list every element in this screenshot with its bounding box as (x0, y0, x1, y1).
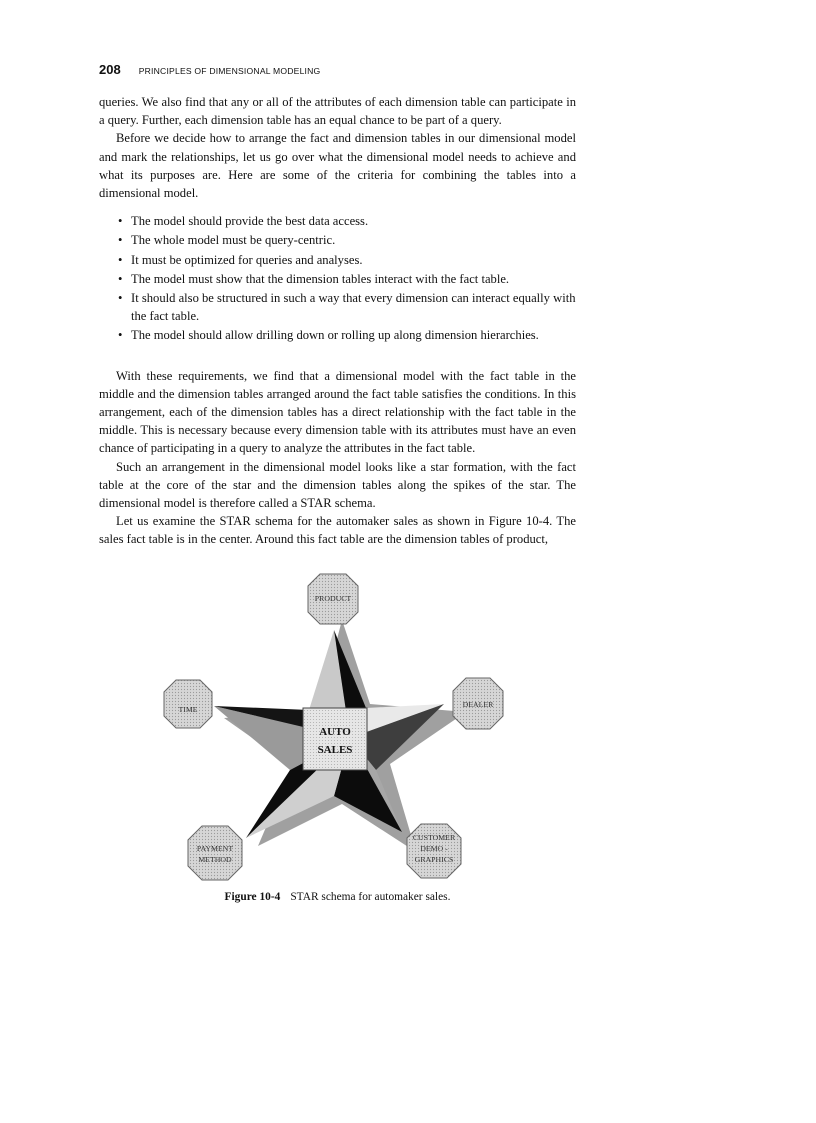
paragraph: Let us examine the STAR schema for the automaker sales as shown in Figure 10-4. The sales fact table is in the center. Around this fact table are the dimension tables of product, (99, 514, 576, 547)
list-item (118, 231, 576, 249)
paragraph: Before we decide how to arrange the fact and dimension tables in our dimensional model and mark the relationships, let us go over what the dimensional model needs to achieve and what its purposes are. Here are some of the criteria for combining the tables into a dimensional model. (99, 131, 576, 201)
fact-table-label-line2: SALES (317, 744, 353, 756)
list-item (118, 212, 576, 230)
bullet-icon: • (118, 328, 123, 343)
list-item-text: It should also be structured in such a way that every dimension can interact equally with the fact table. (131, 291, 576, 324)
list-item (118, 251, 576, 269)
figure-caption-label: Figure 10-4 (224, 891, 281, 903)
star-schema-figure (150, 568, 550, 888)
dimension-label-product: PRODUCT (314, 594, 352, 603)
dimension-label-customer-line3: GRAPHICS (414, 855, 454, 864)
time-octagon (164, 680, 212, 728)
bullet-icon: • (118, 271, 123, 286)
bullet-icon: • (118, 291, 123, 306)
dimension-label-customer-line1: CUSTOMER (412, 833, 456, 842)
fact-table-label-line1: AUTO (319, 726, 351, 738)
list-item (118, 289, 576, 325)
figure-caption (99, 891, 576, 903)
list-item-text: The model should allow drilling down or rolling up along dimension hierarchies. (131, 328, 539, 343)
list-item-text: The model should provide the best data access. (131, 214, 369, 229)
dimension-label-payment-line2: METHOD (198, 855, 232, 864)
dimension-label-customer-line2: DEMO - (420, 844, 448, 853)
figure-caption-text: STAR schema for automaker sales. (290, 891, 451, 903)
page-header (99, 62, 320, 77)
fact-table-box (303, 708, 367, 770)
bullet-icon: • (118, 252, 123, 267)
criteria-list (99, 212, 576, 344)
running-title: PRINCIPLES OF DIMENSIONAL MODELING (138, 66, 321, 76)
paragraph: Such an arrangement in the dimensional model looks like a star formation, with the fact table at the core of the star and the dimension tables along the spikes of the star. The dimensional model is therefore called a STAR schema. (99, 459, 576, 511)
body-text (99, 93, 576, 549)
payment-method-octagon (188, 826, 242, 880)
list-item-text: The model must show that the dimension tables interact with the fact table. (131, 271, 510, 286)
bullet-icon: • (118, 233, 123, 248)
list-item (118, 270, 576, 288)
dimension-label-time: TIME (178, 705, 198, 714)
dimension-label-payment-line1: PAYMENT (196, 844, 234, 853)
list-item-text: It must be optimized for queries and analyses. (131, 252, 363, 267)
list-item-text: The whole model must be query-centric. (131, 233, 336, 248)
bullet-icon: • (118, 214, 123, 229)
paragraph: With these requirements, we find that a dimensional model with the fact table in the middle and the dimension tables arranged around the fact table satisfies the conditions. In this arrangement, each of the dimension tables has a direct relationship with the fact table in the middle. This is necessary because every dimension table with its attributes must have an even chance of participating in a query to analyze the attributes in the fact table. (99, 368, 576, 456)
dimension-label-dealer: DEALER (462, 700, 494, 709)
paragraph: queries. We also find that any or all of the attributes of each dimension table can participate in a query. Further, each dimension table has an equal chance to be part of a query. (99, 95, 576, 128)
list-item (118, 326, 576, 344)
page-number: 208 (99, 62, 121, 77)
star-schema-diagram (150, 568, 550, 888)
